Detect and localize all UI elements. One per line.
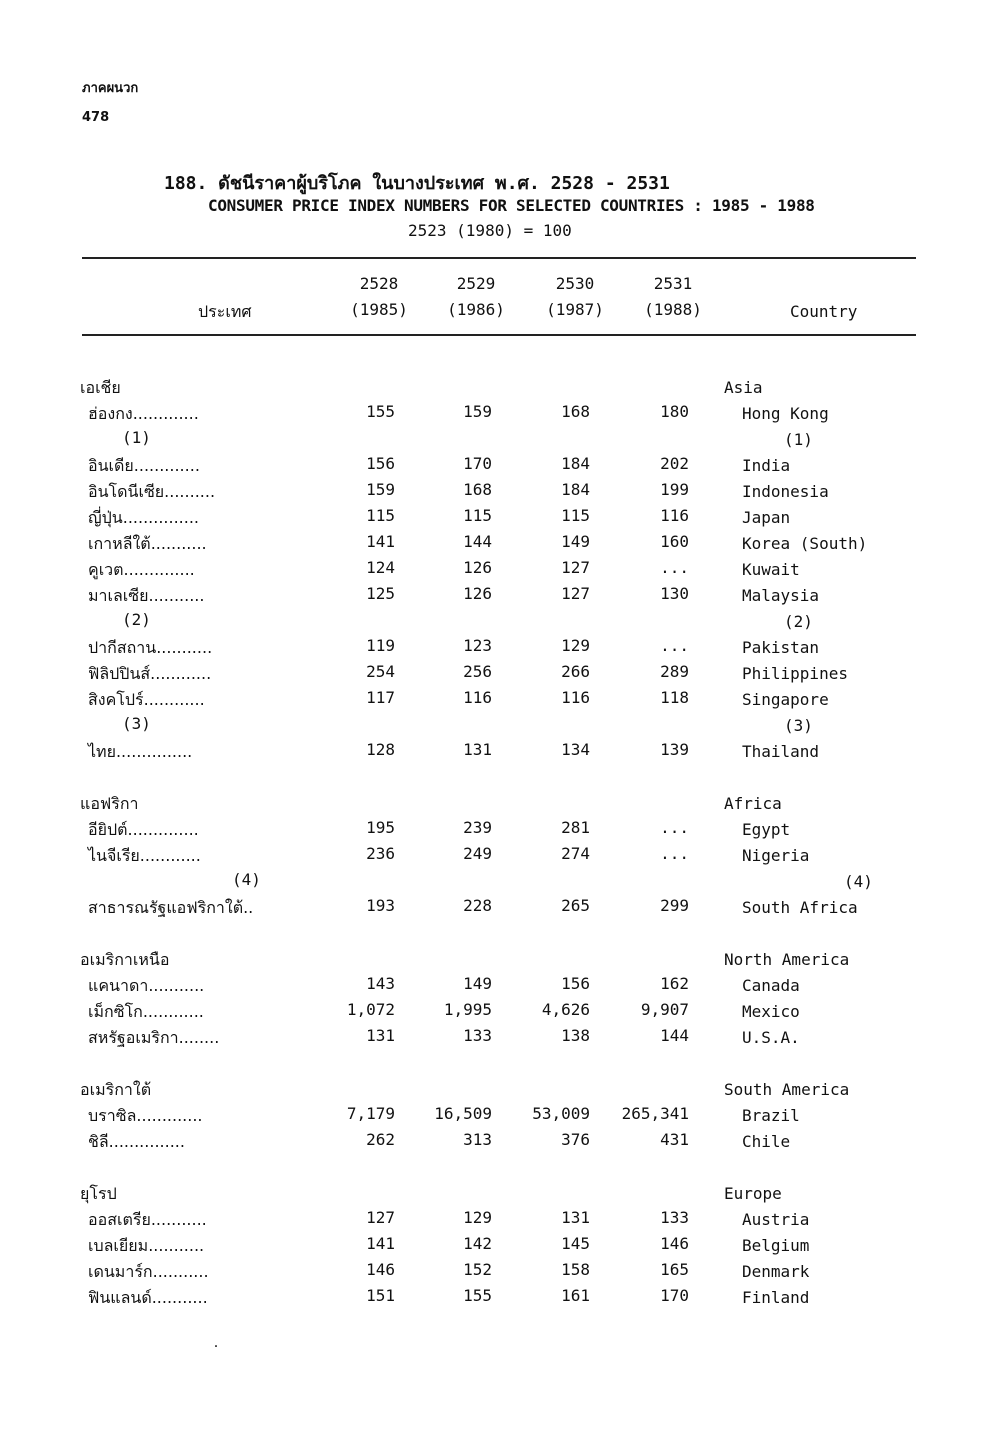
country-name-thai: เกาหลีใต้........... — [88, 534, 207, 553]
value-cell: 138 — [561, 1026, 590, 1045]
value-cell: 236 — [366, 844, 395, 863]
column-header-year-ce: (1986) — [447, 300, 505, 319]
value-cell: 152 — [463, 1260, 492, 1279]
country-name-thai: สหรัฐอเมริกา........ — [88, 1028, 220, 1047]
country-name-thai: เดนมาร์ก........... — [88, 1262, 209, 1281]
country-name-english: Austria — [742, 1210, 810, 1229]
page-number: 478 — [82, 110, 110, 125]
value-cell: 155 — [366, 402, 395, 421]
country-name-thai: ออสเตรีย........... — [88, 1210, 207, 1229]
value-cell: 1,072 — [346, 1000, 395, 1019]
value-cell: 117 — [366, 688, 395, 707]
value-cell: 199 — [660, 480, 689, 499]
value-cell: 115 — [463, 506, 492, 525]
value-cell: 4,626 — [541, 1000, 590, 1019]
country-name-thai: ไนจีเรีย............ — [88, 846, 201, 865]
value-cell: 262 — [366, 1130, 395, 1149]
value-cell: 161 — [561, 1286, 590, 1305]
country-name-english: India — [742, 456, 791, 475]
country-name-english: Japan — [742, 508, 791, 527]
value-cell: 134 — [561, 740, 590, 759]
value-cell: 53,009 — [532, 1104, 590, 1123]
value-cell: 131 — [366, 1026, 395, 1045]
column-header-year-ce: (1985) — [350, 300, 408, 319]
value-cell: 159 — [366, 480, 395, 499]
value-cell: 165 — [660, 1260, 689, 1279]
country-name-english: Thailand — [742, 742, 820, 761]
value-cell: 116 — [561, 688, 590, 707]
value-cell: 193 — [366, 896, 395, 915]
country-name-thai: บราซิล............. — [88, 1106, 203, 1125]
value-cell: 168 — [463, 480, 492, 499]
value-cell: 184 — [561, 454, 590, 473]
value-cell: 131 — [463, 740, 492, 759]
value-cell: 274 — [561, 844, 590, 863]
value-cell: 143 — [366, 974, 395, 993]
value-cell: 133 — [463, 1026, 492, 1045]
value-cell: 168 — [561, 402, 590, 421]
value-cell: 281 — [561, 818, 590, 837]
country-name-thai: ไทย............... — [88, 742, 193, 761]
value-cell: 146 — [366, 1260, 395, 1279]
value-cell: ... — [660, 558, 689, 577]
value-cell: 142 — [463, 1234, 492, 1253]
country-name-english: South Africa — [742, 898, 858, 917]
country-name-thai: ฮ่องกง............. — [88, 404, 199, 423]
value-cell: 431 — [660, 1130, 689, 1149]
value-cell: 1,995 — [443, 1000, 492, 1019]
value-cell: 265 — [561, 896, 590, 915]
country-name-english: Philippines — [742, 664, 848, 683]
country-name-english: Kuwait — [742, 560, 800, 579]
country-name-thai: แคนาดา........... — [88, 976, 205, 995]
value-cell: 124 — [366, 558, 395, 577]
page-mark: . — [214, 1334, 218, 1351]
value-cell: 162 — [660, 974, 689, 993]
value-cell: 127 — [561, 558, 590, 577]
value-cell: 159 — [463, 402, 492, 421]
country-name-thai: อินเดีย............. — [88, 456, 200, 475]
value-cell: 119 — [366, 636, 395, 655]
region-label-thai: อเมริกาเหนือ — [80, 950, 170, 969]
value-cell: 156 — [561, 974, 590, 993]
country-name-english: Chile — [742, 1132, 791, 1151]
value-cell: 116 — [463, 688, 492, 707]
footnote-marker-english: (4) — [844, 872, 873, 891]
value-cell: 149 — [463, 974, 492, 993]
country-name-english: Indonesia — [742, 482, 829, 501]
country-name-english: Brazil — [742, 1106, 800, 1125]
value-cell: 116 — [660, 506, 689, 525]
country-name-thai: เม็กซิโก............ — [88, 1002, 204, 1021]
value-cell: 180 — [660, 402, 689, 421]
value-cell: 195 — [366, 818, 395, 837]
country-name-english: U.S.A. — [742, 1028, 800, 1047]
value-cell: 313 — [463, 1130, 492, 1149]
value-cell: 16,509 — [434, 1104, 492, 1123]
value-cell: ... — [660, 818, 689, 837]
value-cell: 256 — [463, 662, 492, 681]
value-cell: 139 — [660, 740, 689, 759]
value-cell: 123 — [463, 636, 492, 655]
value-cell: 141 — [366, 532, 395, 551]
value-cell: 249 — [463, 844, 492, 863]
footnote-marker-english: (2) — [784, 612, 813, 631]
column-header-thai: ประเทศ — [198, 302, 252, 321]
value-cell: 141 — [366, 1234, 395, 1253]
column-header-year-be: 2530 — [555, 274, 595, 293]
region-label-english: Africa — [724, 794, 782, 813]
column-header-country: Country — [790, 302, 858, 321]
value-cell: 133 — [660, 1208, 689, 1227]
value-cell: 145 — [561, 1234, 590, 1253]
footnote-marker-thai: (1) — [122, 428, 151, 447]
value-cell: 156 — [366, 454, 395, 473]
value-cell: 376 — [561, 1130, 590, 1149]
footnote-marker-english: (1) — [784, 430, 813, 449]
column-header-year-be: 2531 — [653, 274, 693, 293]
section-label: ภาคผนวก — [82, 81, 139, 96]
country-name-english: Belgium — [742, 1236, 810, 1255]
value-cell: 128 — [366, 740, 395, 759]
country-name-english: Egypt — [742, 820, 791, 839]
value-cell: 158 — [561, 1260, 590, 1279]
value-cell: 126 — [463, 584, 492, 603]
footnote-marker-thai: (2) — [122, 610, 151, 629]
country-name-thai: ปากีสถาน........... — [88, 638, 213, 657]
value-cell: 130 — [660, 584, 689, 603]
value-cell: 127 — [561, 584, 590, 603]
value-cell: 151 — [366, 1286, 395, 1305]
value-cell: 144 — [463, 532, 492, 551]
value-cell: 202 — [660, 454, 689, 473]
value-cell: 131 — [561, 1208, 590, 1227]
value-cell: 254 — [366, 662, 395, 681]
country-name-english: Nigeria — [742, 846, 810, 865]
value-cell: 7,179 — [346, 1104, 395, 1123]
value-cell: 126 — [463, 558, 492, 577]
value-cell: 115 — [561, 506, 590, 525]
region-label-english: North America — [724, 950, 850, 969]
value-cell: 146 — [660, 1234, 689, 1253]
value-cell: 289 — [660, 662, 689, 681]
footnote-marker-thai: (4) — [232, 870, 261, 889]
country-name-english: Canada — [742, 976, 800, 995]
value-cell: 170 — [463, 454, 492, 473]
country-name-english: Denmark — [742, 1262, 810, 1281]
country-name-thai: สาธารณรัฐแอฟริกาใต้.. — [88, 898, 254, 917]
column-header-year-ce: (1988) — [644, 300, 702, 319]
region-label-thai: ยุโรป — [80, 1184, 117, 1203]
country-name-thai: ฟินแลนด์........... — [88, 1288, 208, 1307]
value-cell: 118 — [660, 688, 689, 707]
table-base-year: 2523 (1980) = 100 — [408, 221, 572, 240]
table-title-english: CONSUMER PRICE INDEX NUMBERS FOR SELECTED COUNTRIES : 1985 - 1988 — [208, 196, 815, 215]
country-name-thai: มาเลเซีย........... — [88, 586, 205, 605]
country-name-thai: ฟิลิปปินส์............ — [88, 664, 212, 683]
region-label-english: Europe — [724, 1184, 782, 1203]
value-cell: 170 — [660, 1286, 689, 1305]
value-cell: 9,907 — [640, 1000, 689, 1019]
country-name-thai: อินโดนีเซีย.......... — [88, 482, 216, 501]
value-cell: 155 — [463, 1286, 492, 1305]
value-cell: 129 — [463, 1208, 492, 1227]
value-cell: 144 — [660, 1026, 689, 1045]
column-header-year-be: 2529 — [456, 274, 496, 293]
region-label-english: South America — [724, 1080, 850, 1099]
column-header-year-be: 2528 — [359, 274, 399, 293]
value-cell: 265,341 — [621, 1104, 689, 1123]
value-cell: 160 — [660, 532, 689, 551]
table-title-thai: 188. ดัชนีราคาผู้บริโภค ในบางประเทศ พ.ศ. 2528 - 2531 — [164, 173, 670, 194]
region-label-thai: แอฟริกา — [80, 794, 139, 813]
value-cell: 125 — [366, 584, 395, 603]
region-label-thai: เอเชีย — [80, 378, 121, 397]
country-name-english: Singapore — [742, 690, 829, 709]
footnote-marker-english: (3) — [784, 716, 813, 735]
value-cell: 129 — [561, 636, 590, 655]
value-cell: 127 — [366, 1208, 395, 1227]
column-header-year-ce: (1987) — [546, 300, 604, 319]
country-name-english: Mexico — [742, 1002, 800, 1021]
country-name-english: Korea (South) — [742, 534, 868, 553]
value-cell: 228 — [463, 896, 492, 915]
value-cell: ... — [660, 844, 689, 863]
value-cell: 299 — [660, 896, 689, 915]
country-name-thai: คูเวต.............. — [88, 560, 195, 579]
country-name-english: Finland — [742, 1288, 810, 1307]
value-cell: ... — [660, 636, 689, 655]
country-name-thai: สิงคโปร์............ — [88, 690, 205, 709]
country-name-english: Pakistan — [742, 638, 820, 657]
footnote-marker-thai: (3) — [122, 714, 151, 733]
country-name-thai: อียิปต์.............. — [88, 820, 199, 839]
country-name-english: Hong Kong — [742, 404, 829, 423]
region-label-thai: อเมริกาใต้ — [80, 1080, 152, 1099]
value-cell: 266 — [561, 662, 590, 681]
country-name-thai: ญี่ปุ่น............... — [88, 508, 200, 527]
value-cell: 184 — [561, 480, 590, 499]
country-name-thai: เบลเยียม........... — [88, 1236, 205, 1255]
country-name-english: Malaysia — [742, 586, 820, 605]
value-cell: 149 — [561, 532, 590, 551]
value-cell: 115 — [366, 506, 395, 525]
country-name-thai: ชิลี............... — [88, 1132, 185, 1151]
region-label-english: Asia — [724, 378, 763, 397]
value-cell: 239 — [463, 818, 492, 837]
